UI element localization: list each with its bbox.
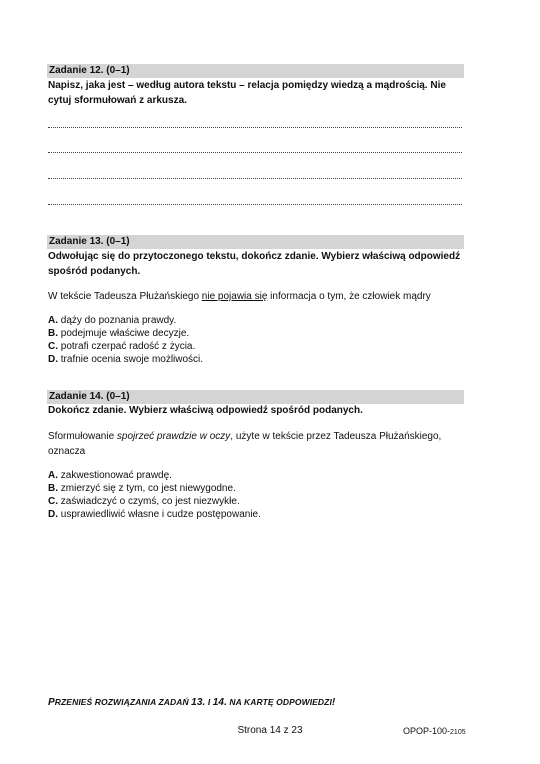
exam-code-main: OPOP-100- [403, 726, 451, 736]
option-text: potrafi czerpać radość z życia. [58, 341, 196, 352]
note-number-13: 13. [191, 697, 206, 708]
exam-code [403, 726, 466, 736]
option-text: zaświadczyć o czymś, co jest niezwykłe. [58, 496, 240, 507]
task-14-stem [48, 429, 462, 459]
task-14-stem-start: Sformułowanie [48, 431, 117, 442]
task-13-stem-start: W tekście Tadeusza Płużańskiego [48, 291, 202, 302]
task-13-header: Zadanie 13. (0–1) [47, 235, 464, 249]
task-13-option-b[interactable] [48, 327, 189, 340]
option-letter: B. [48, 328, 58, 339]
answer-line-4[interactable] [48, 204, 462, 205]
answer-line-2[interactable] [48, 152, 462, 153]
task-13-option-a[interactable] [48, 314, 176, 327]
task-13-stem-underlined: nie pojawia się [201, 291, 268, 302]
task-14-instruction: Dokończ zdanie. Wybierz właściwą odpowiedź spośród podanych. [48, 405, 363, 416]
task-14-option-d[interactable] [48, 508, 261, 521]
task-14-option-b[interactable] [48, 482, 236, 495]
exam-code-suffix: 2105 [450, 729, 466, 736]
task-13-instruction-line-2: spośród podanych. [48, 266, 141, 277]
task-13-instruction-line-1: Odwołując się do przytoczonego tekstu, dokończ zdanie. Wybierz właściwą odpowiedź [48, 251, 461, 262]
task-12-instruction-line-2: cytuj sformułowań z arkusza. [48, 95, 187, 106]
option-text: usprawiedliwić własne i cudze postępowanie. [58, 509, 261, 520]
option-letter: A. [48, 315, 58, 326]
task-14-stem-line-2: oznacza [48, 446, 86, 457]
option-text: dąży do poznania prawdy. [58, 315, 177, 326]
option-letter: B. [48, 483, 58, 494]
task-14-stem-end: , użyte w tekście przez Tadeusza Płużańskiego, [230, 431, 442, 442]
option-text: zakwestionować prawdę. [58, 470, 172, 481]
note-number-14: 14. [212, 697, 227, 708]
option-text: trafnie ocenia swoje możliwości. [58, 354, 204, 365]
note-initial: P [48, 697, 55, 708]
option-text: zmierzyć się z tym, co jest niewygodne. [58, 483, 236, 494]
note-and: I [205, 697, 213, 707]
page-number: Strona 14 z 23 [237, 725, 303, 736]
option-letter: A. [48, 470, 58, 481]
option-letter: D. [48, 354, 58, 365]
task-12-instruction-line-1: Napisz, jaka jest – według autora tekstu – relacja pomiędzy wiedzą a mądrością. Nie [48, 80, 446, 91]
task-14-option-a[interactable] [48, 469, 172, 482]
task-14-header: Zadanie 14. (0–1) [47, 390, 464, 404]
answer-line-3[interactable] [48, 178, 462, 179]
task-13-option-c[interactable] [48, 340, 195, 353]
option-letter: D. [48, 509, 58, 520]
note-exclamation: ! [331, 697, 336, 708]
task-14-stem-italic: spojrzeć prawdzie w oczy [116, 431, 231, 442]
task-13-option-d[interactable] [48, 353, 203, 366]
option-letter: C. [48, 341, 58, 352]
task-14-stem-line-1 [48, 429, 462, 444]
option-letter: C. [48, 496, 58, 507]
task-12-header: Zadanie 12. (0–1) [47, 64, 464, 78]
option-text: podejmuje właściwe decyzje. [58, 328, 190, 339]
task-13-instruction [48, 249, 460, 279]
note-smallcaps-2: NA KARTĘ ODPOWIEDZI [226, 697, 332, 707]
task-12-instruction [48, 78, 446, 108]
task-14-option-c[interactable] [48, 495, 240, 508]
transfer-answers-note [48, 697, 335, 708]
task-13-stem [48, 289, 431, 304]
task-13-stem-end: informacja o tym, że człowiek mądry [267, 291, 431, 302]
note-smallcaps-1: RZENIEŚ ROZWIĄZANIA ZADAŃ [54, 697, 192, 707]
answer-line-1[interactable] [48, 127, 462, 128]
